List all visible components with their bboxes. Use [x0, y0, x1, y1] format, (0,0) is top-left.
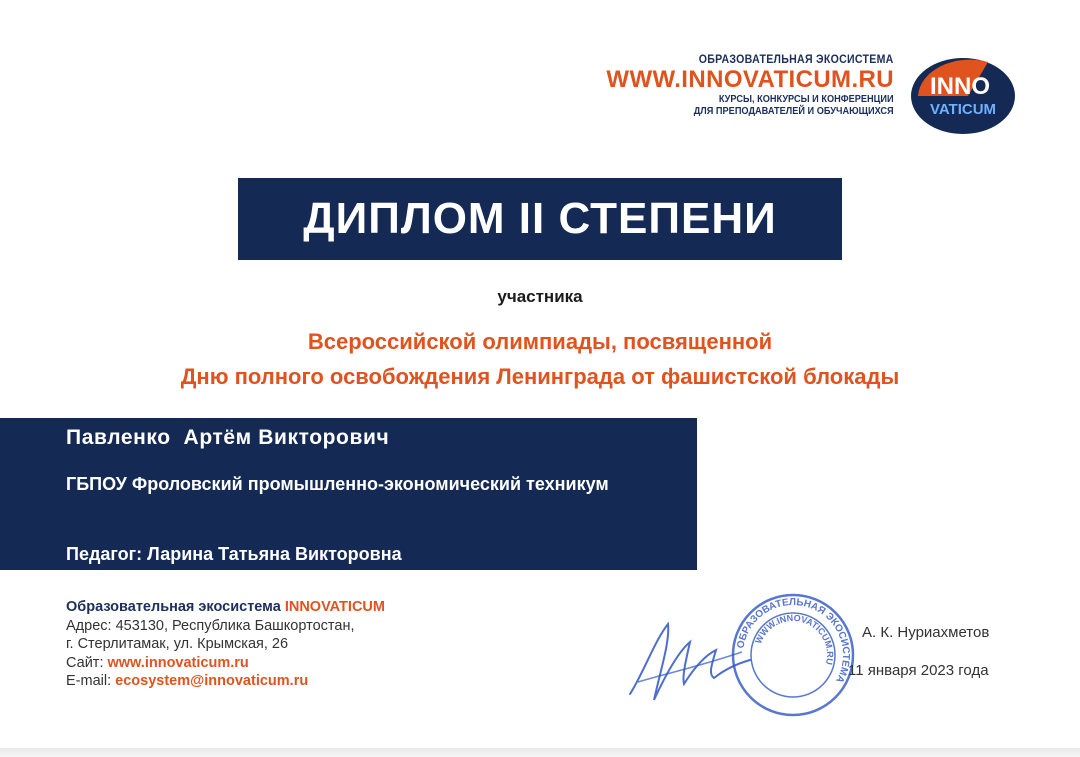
contact-site-link[interactable]: www.innovaticum.ru	[107, 654, 249, 671]
olympiad-line-1: Всероссийской олимпиады, посвященной	[307, 329, 773, 354]
brand-header	[606, 54, 894, 118]
page-bottom-edge	[0, 748, 1080, 757]
logo-top-text: INNO	[930, 73, 990, 100]
innovaticum-logo	[908, 56, 1018, 136]
participant-label: участника	[497, 287, 583, 306]
recipient-box	[0, 418, 697, 570]
handwritten-signature	[624, 612, 754, 712]
title-banner	[238, 178, 842, 260]
signer-name: А. К. Нуриахметов	[862, 624, 990, 641]
brand-tagline-2: ДЛЯ ПРЕПОДАВАТЕЛЕЙ И ОБУЧАЮЩИХСЯ	[694, 106, 894, 117]
contact-email-label: E-mail:	[66, 673, 112, 689]
contact-org-name: INNOVATICUM	[284, 599, 385, 615]
contact-address-2: г. Стерлитамак, ул. Крымская, 26	[66, 636, 289, 652]
stamp-inner-text: WWW.INNOVATICUM.RU	[753, 612, 836, 666]
olympiad-line-2: Дню полного освобождения Ленинграда от фашистской блокады	[180, 364, 900, 389]
logo-bottom-text: VATICUM	[929, 101, 997, 118]
svg-text:WWW.INNOVATICUM.RU	[753, 613, 835, 666]
contact-email-line	[66, 672, 385, 691]
recipient-teacher: Педагог: Ларина Татьяна Викторовна	[66, 544, 402, 564]
contact-block	[66, 598, 385, 691]
contact-org-line	[66, 598, 385, 617]
brand-eco-line: ОБРАЗОВАТЕЛЬНАЯ ЭКОСИСТЕМА	[699, 54, 894, 66]
recipient-organization: ГБПОУ Фроловский промышленно-экономический техникум	[66, 474, 609, 494]
contact-site-line	[66, 654, 385, 673]
contact-email-link[interactable]: ecosystem@innovaticum.ru	[115, 673, 309, 689]
contact-site-label: Сайт:	[66, 654, 104, 671]
brand-url: WWW.INNOVATICUM.RU	[606, 66, 894, 93]
contact-address-1: Адрес: 453130, Республика Башкортостан,	[66, 617, 355, 634]
diploma-title: ДИПЛОМ II СТЕПЕНИ	[303, 194, 777, 243]
recipient-name: Павленко Артём Викторович	[66, 426, 390, 449]
contact-org-prefix: Образовательная экосистема	[66, 599, 281, 615]
issue-date: 11 января 2023 года	[848, 662, 989, 679]
stamp-outer-text: ОБРАЗОВАТЕЛЬНАЯ ЭКОСИСТЕМА	[735, 596, 852, 685]
brand-tagline-1: КУРСЫ, КОНКУРСЫ И КОНФЕРЕНЦИИ	[719, 94, 894, 105]
